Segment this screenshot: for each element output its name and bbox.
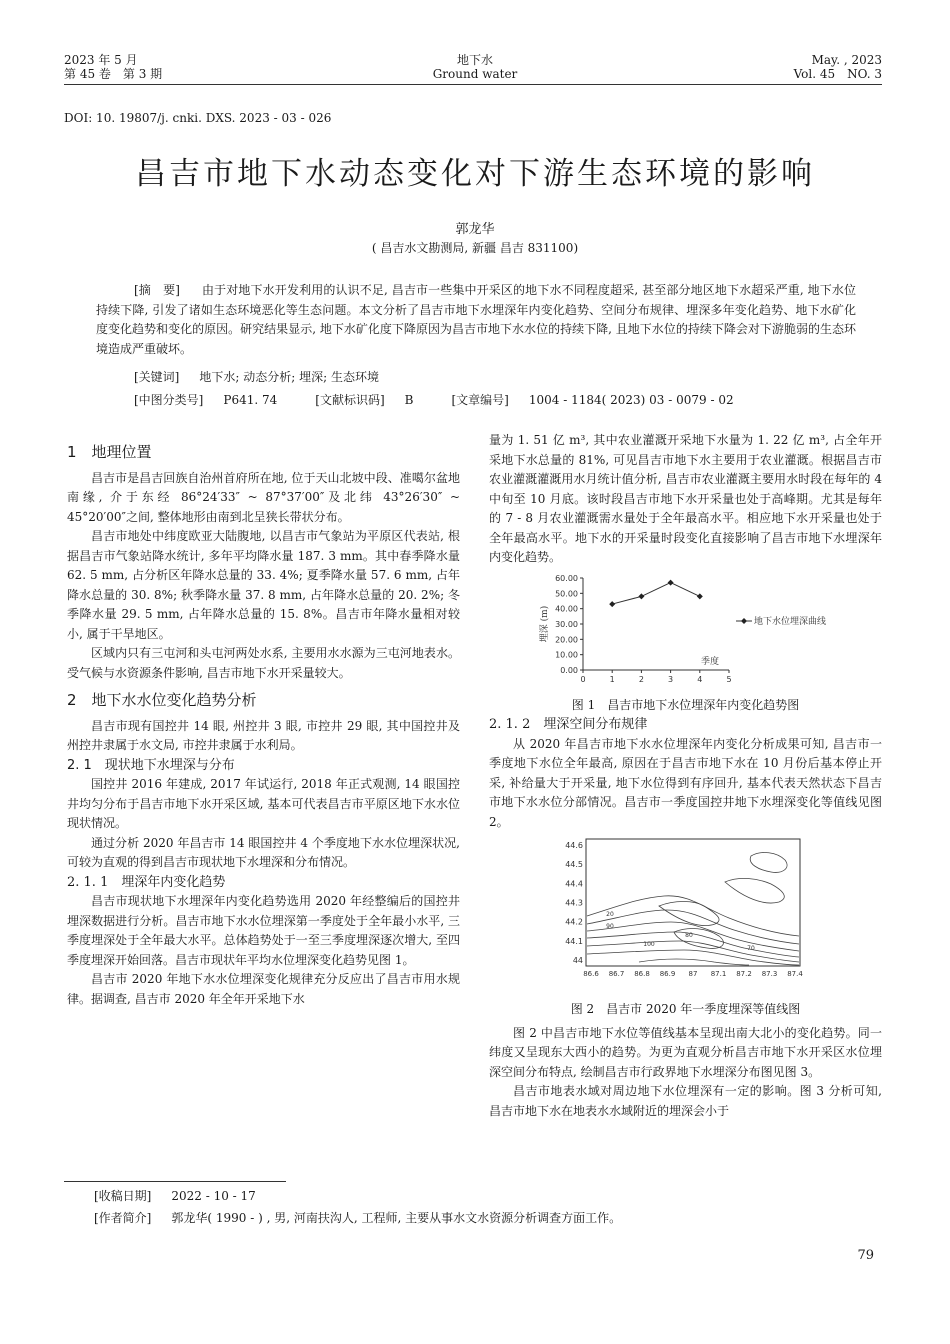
paragraph: 通过分析 2020 年昌吉市 14 眼国控井 4 个季度地下水水位埋深状况, 可较为直观的得到昌吉市现状地下水埋深和分布情况。: [67, 835, 460, 869]
x-tick-label: 5: [726, 674, 732, 684]
clc-value: P641. 74: [223, 393, 278, 407]
legend-label: 地下水位埋深曲线: [754, 616, 827, 627]
x-tick-label: 2: [638, 674, 644, 684]
paragraph: 昌吉市现状地下水埋深年内变化趋势选用 2020 年经整编后的国控井埋深数据进行分析。昌吉市地下水水位埋深第一季度处于全年最小水平, 三季度埋深处于全年最大水平。总体趋势处于一至三季度埋深逐次增大, 至四季度埋深开始回落。昌吉市现状年平均水位埋深变化趋势见图 1。: [67, 894, 460, 967]
x-tick-label: 86.9: [659, 970, 676, 978]
legend-marker: [741, 618, 747, 624]
abstract-text: 由于对地下水开发利用的认识不足, 昌吉市一些集中开采区的地下水不同程度超采, 甚至部分地区地下水超采严重, 地下水位持续下降, 引发了诸如生态环境恶化等生态问题。本文分析了昌吉市地下水埋深年内变化趋势、空间分布规律、埋深多年变化趋势、地下水矿化度变化趋势和变化的原因。研究结果显示, 地下水矿化度下降原因为昌吉市地下水水位的持续下降, 且地下水位的持续下降会对下游脆弱的生态环境造成严重破坏。: [96, 283, 856, 356]
header-rule: [64, 84, 882, 85]
contour-label: 70: [747, 945, 755, 952]
contour-label: 100: [643, 941, 655, 948]
contour-label: 90: [606, 923, 614, 930]
y-axis-label: 埋深 (m): [540, 605, 550, 642]
contour-line: [587, 932, 799, 957]
figure-1-chart: [489, 572, 882, 690]
header-volume-en: Vol. 45 NO. 3: [793, 67, 882, 81]
x-tick-label: 86.7: [608, 970, 625, 978]
received-date: 2022 - 10 - 17: [171, 1189, 256, 1203]
y-tick-label: 20.00: [555, 634, 578, 644]
y-tick-label: 0.00: [560, 665, 578, 675]
y-tick-label: 40.00: [555, 604, 578, 614]
header-date: 2023 年 5 月: [64, 53, 138, 67]
contour-line: [725, 878, 784, 903]
x-tick-label: 87.4: [787, 970, 803, 978]
x-axis-label: 季度: [700, 656, 719, 667]
abstract: [96, 281, 856, 359]
x-tick-label: 86.6: [583, 970, 599, 978]
bio-text: 郭龙华( 1990 - ) , 男, 河南扶沟人, 工程师, 主要从事水文水资源分析调查方面工作。: [171, 1211, 622, 1225]
journal-name-en: Ground water: [432, 67, 518, 81]
x-tick-label: 87.1: [710, 970, 727, 978]
x-tick-label: 86.8: [634, 970, 650, 978]
y-tick-label: 44.3: [565, 898, 583, 908]
left-column: [67, 435, 460, 1009]
x-tick-label: 1: [609, 674, 615, 684]
paragraph: 图 2 中昌吉市地下水位等值线基本呈现出南大北小的变化趋势。同一纬度又呈现东大西小的趋势。为更为直观分析昌吉市地下水开采区水位埋深空间分布特点, 绘制昌吉市行政界地下水埋深分布图见图 3。: [489, 1025, 882, 1079]
art-label: [文章编号]: [451, 393, 509, 407]
header-right: [794, 53, 882, 81]
footnote-bio: [94, 1209, 621, 1226]
y-tick-label: 60.00: [555, 573, 578, 583]
doc-label: [文献标识码]: [315, 393, 385, 407]
classification: [134, 391, 734, 408]
y-tick-label: 44.2: [565, 917, 583, 927]
section-2-1-2-heading: 2. 1. 2 埋深空间分布规律: [489, 717, 648, 732]
header-center: [375, 53, 575, 81]
figure-2-contour-map: [489, 836, 882, 986]
header-volume: 第 45 卷 第 3 期: [64, 67, 163, 81]
contour-label: 80: [685, 932, 693, 939]
paragraph: 昌吉市是昌吉回族自治州首府所在地, 位于天山北坡中段、准噶尔盆地南缘, 介于东经 86°24′33″ ~ 87°37′00″及北纬 43°26′30″ ~ 45°20′00″之间, 整体地形由南到北呈狭长带状分布。: [67, 470, 460, 524]
paragraph: 区域内只有三屯河和头屯河两处水系, 主要用水水源为三屯河地表水。受气候与水资源条件影响, 昌吉市地下水开采量较大。: [67, 646, 460, 680]
header-date-en: May. , 2023: [811, 53, 882, 67]
author: 郭龙华: [455, 222, 495, 237]
clc-label: [中图分类号]: [134, 393, 204, 407]
figure-1-caption: 图 1 昌吉市地下水位埋深年内变化趋势图: [571, 697, 800, 712]
y-tick-label: 44.4: [565, 879, 583, 889]
paragraph: 昌吉市地处中纬度欧亚大陆腹地, 以昌吉市气象站为平原区代表站, 根据昌吉市气象站降水统计, 多年平均降水量 187. 3 mm。其中春季降水量 62. 5 mm, 占分析区年降水总量的 33. 4%; 夏季降水量 57. 6 mm, 占年降水总量的 30. 8%; 秋季降水量 37. 8 mm, 占年降水总量的 20. 2%; 冬季降水量 29. 5 mm, 占年降水总量的 15. 8%。昌吉市年降水量相对较小, 属于干旱地区。: [67, 529, 460, 641]
header-left: [64, 53, 162, 81]
y-tick-label: 30.00: [555, 619, 578, 629]
affiliation: ( 昌吉水文勘测局, 新疆 昌吉 831100): [371, 241, 579, 255]
contour-label: 20: [606, 911, 614, 918]
y-tick-label: 44.5: [565, 860, 583, 870]
x-tick-label: 87: [688, 970, 698, 978]
keywords-label: [关键词]: [134, 370, 180, 384]
data-point: [638, 593, 644, 599]
art-value: 1004 - 1184( 2023) 03 - 0079 - 02: [528, 393, 734, 407]
contour-line: [639, 959, 749, 965]
x-tick-label: 4: [697, 674, 703, 684]
contour-line: [587, 922, 799, 951]
received-label: [收稿日期]: [94, 1189, 152, 1203]
section-2-1-heading: 2. 1 现状地下水埋深与分布: [67, 757, 235, 773]
x-tick-label: 3: [668, 674, 674, 684]
paper-title: 昌吉市地下水动态变化对下游生态环境的影响: [135, 156, 815, 192]
right-column: [489, 431, 882, 1121]
bio-label: [作者简介]: [94, 1211, 152, 1225]
keywords: [134, 368, 379, 385]
figure-2-caption: 图 2 昌吉市 2020 年一季度埋深等值线图: [570, 1002, 801, 1016]
page-number: 79: [857, 1248, 874, 1263]
y-tick-label: 10.00: [555, 650, 578, 660]
paragraph: 昌吉市现有国控井 14 眼, 州控井 3 眼, 市控井 29 眼, 其中国控井及州控井隶属于水文局, 市控井隶属于水利局。: [67, 718, 460, 752]
paragraph: 量为 1. 51 亿 m³, 其中农业灌溉开采地下水量为 1. 22 亿 m³, 占全年开采地下水总量的 81%, 可见昌吉市地下水主要用于农业灌溉。根据昌吉市农业灌溉灌溉用水月统计值分析, 昌吉市农业灌溉主要用水时段在每年的 4 中旬至 10 月底。该时段昌吉市地下水开采量也处于高峰期。尤其是每年的 7 - 8 月农业灌溉需水量处于全年最高水平。相应地下水开采量也处于全年最高水平。地下水的开采量时段变化直接影响了昌吉市地下水埋深年内变化趋势。: [489, 433, 882, 564]
data-point: [697, 593, 703, 599]
x-tick-label: 87.3: [761, 970, 778, 978]
paragraph: 昌吉市 2020 年地下水水位埋深变化规律充分反应出了昌吉市用水规律。据调查, 昌吉市 2020 年全年开采地下水: [67, 972, 460, 1006]
doi: DOI: 10. 19807/j. cnki. DXS. 2023 - 03 - 026: [64, 111, 332, 125]
footnote-rule: [64, 1181, 286, 1182]
keywords-text: 地下水; 动态分析; 埋深; 生态环境: [199, 370, 379, 384]
contour-line: [674, 929, 723, 949]
section-2-heading: 2 地下水水位变化趋势分析: [67, 691, 257, 709]
y-tick-label: 50.00: [555, 588, 578, 598]
x-tick-label: 87.2: [736, 970, 752, 978]
data-point: [668, 579, 674, 585]
y-tick-label: 44.6: [565, 841, 583, 850]
paragraph: 昌吉市地表水域对周边地下水位埋深有一定的影响。图 3 分析可知, 昌吉市地下水在地表水水域附近的埋深会小于: [489, 1084, 882, 1118]
section-1-heading: 1 地理位置: [67, 443, 152, 461]
journal-name: 地下水: [456, 53, 493, 67]
paragraph: 从 2020 年昌吉市地下水水位埋深年内变化分析成果可知, 昌吉市一季度地下水位全年最高, 原因在于昌吉市地下水在 10 月份后基本停止开采, 补给量大于开采量, 地下水位得到有序回升, 基本代表天然状态下昌吉市地下水水位分部情况。昌吉市一季度国控井地下水埋深变化等值线见图 2。: [489, 736, 882, 829]
series-line: [612, 582, 700, 603]
doc-value: B: [404, 393, 414, 407]
x-tick-label: 0: [580, 674, 586, 684]
footnote-received: [94, 1187, 256, 1204]
contour-line: [587, 941, 799, 962]
paragraph: 国控井 2016 年建成, 2017 年试运行, 2018 年正式观测, 14 眼国控井均匀分布于昌吉市地下水开采区域, 基本可代表昌吉市平原区地下水水位现状情况。: [67, 777, 460, 830]
abstract-label: [摘 要]: [134, 283, 180, 297]
contour-line: [750, 853, 787, 873]
y-tick-label: 44: [572, 956, 583, 965]
y-tick-label: 44.1: [565, 936, 583, 946]
section-2-1-1-heading: 2. 1. 1 埋深年内变化趋势: [67, 874, 226, 890]
data-point: [609, 601, 615, 607]
